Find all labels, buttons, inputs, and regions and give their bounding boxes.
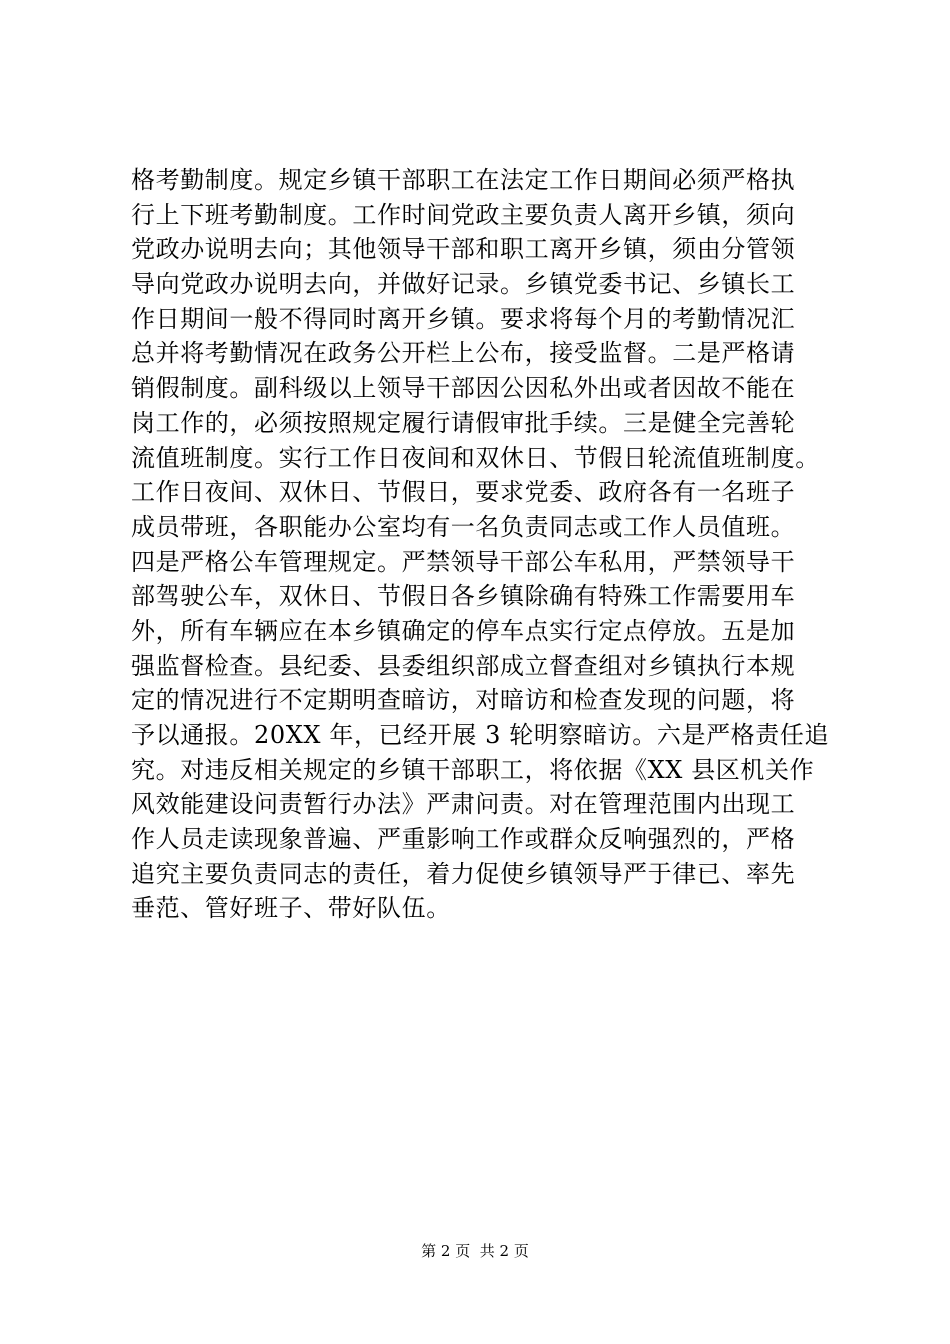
text-line: 作日期间一般不得同时离开乡镇。要求将每个月的考勤情况汇 [131,304,796,333]
text-line: 究。对违反相关规定的乡镇干部职工，将依据《XX 县区机关作 [131,755,815,784]
text-line: 定的情况进行不定期明查暗访，对暗访和检查发现的问题，将 [131,686,796,715]
text-line: 作人员走读现象普遍、严重影响工作或群众反响强烈的，严格 [131,825,796,854]
text-line: 岗工作的，必须按照规定履行请假审批手续。三是健全完善轮 [131,408,796,437]
text-line: 强监督检查。县纪委、县委组织部成立督查组对乡镇执行本规 [131,651,796,680]
text-line: 追究主要负责同志的责任，着力促使乡镇领导严于律已、率先 [131,859,796,888]
text-line: 党政办说明去向；其他领导干部和职工离开乡镇，须由分管领 [131,235,796,264]
text-line: 垂范、管好班子、带好队伍。 [131,894,451,923]
text-line: 工作日夜间、双休日、节假日，要求党委、政府各有一名班子 [131,478,796,507]
text-line: 予以通报。20XX 年，已经开展 3 轮明察暗访。六是严格责任追 [131,721,830,749]
text-line: 导向党政办说明去向，并做好记录。乡镇党委书记、乡镇长工 [131,270,796,299]
text-line: 成员带班，各职能办公室均有一名负责同志或工作人员值班。 [131,512,796,541]
text-line: 格考勤制度。规定乡镇干部职工在法定工作日期间必须严格执 [131,166,796,194]
text-line: 风效能建设问责暂行办法》严肃问责。对在管理范围内出现工 [131,790,796,819]
body-text [131,163,861,926]
text-line: 行上下班考勤制度。工作时间党政主要负责人离开乡镇，须向 [131,200,796,229]
text-line: 四是严格公车管理规定。严禁领导干部公车私用，严禁领导干 [131,547,796,576]
text-line: 销假制度。副科级以上领导干部因公因私外出或者因故不能在 [131,374,796,403]
text-line: 外，所有车辆应在本乡镇确定的停车点实行定点停放。五是加 [131,616,796,645]
text-line: 流值班制度。实行工作日夜间和双休日、节假日轮流值班制度。 [131,443,820,472]
page-footer: 第 2 页 共 2 页 [421,1242,529,1260]
text-line: 部驾驶公车，双休日、节假日各乡镇除确有特殊工作需要用车 [131,582,796,611]
text-line: 总并将考勤情况在政务公开栏上公布，接受监督。二是严格请 [131,339,796,368]
